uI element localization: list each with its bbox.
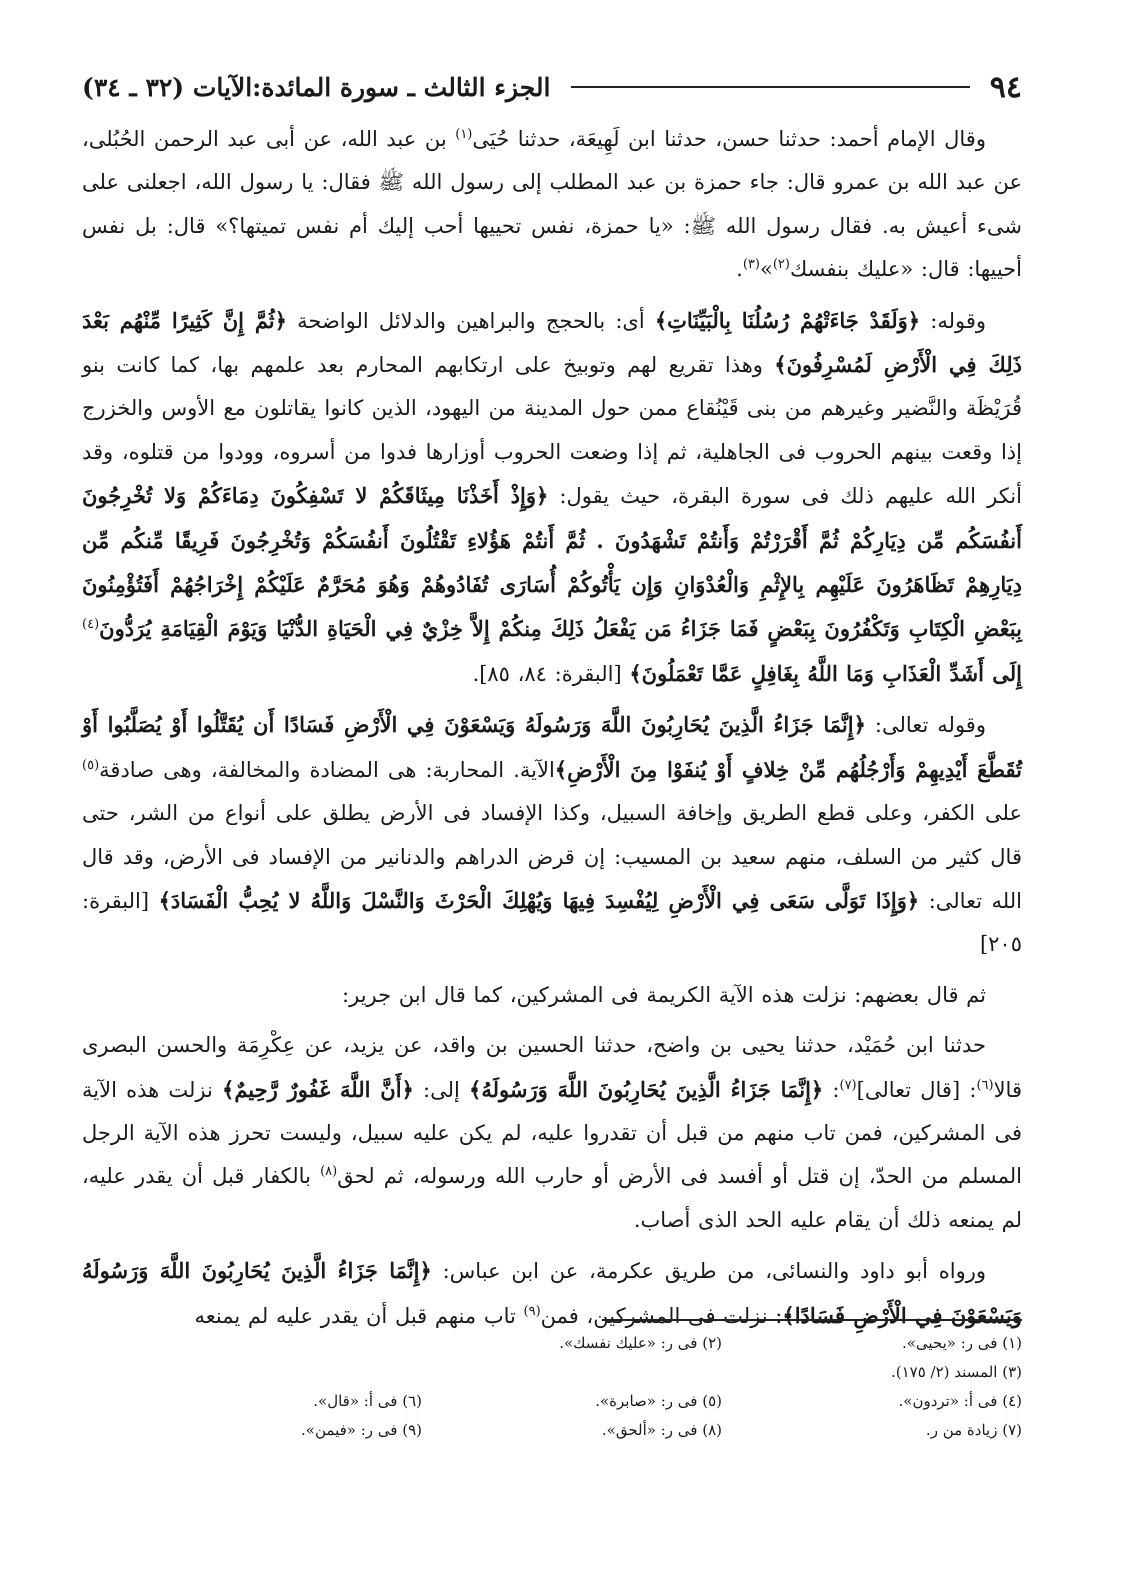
footnote-marker: (٦) [976, 1077, 994, 1093]
text-run: وقوله: [920, 308, 987, 333]
page-header [82, 66, 1022, 108]
quran-verse: ﴿إِنَّمَا جَزَاءُ الَّذِينَ يُحَارِبُونَ اللَّهَ وَرَسُولَهُ﴾ [469, 1076, 824, 1102]
footnote: (٤) فى أ: «تردون». [898, 1391, 1022, 1410]
footnote: (٦) فى أ: «قال». [313, 1391, 422, 1410]
main-text [82, 118, 1022, 1328]
footnote: (٩) فى ر: «فيمن». [301, 1420, 422, 1439]
running-title: الجزء الثالث ـ سورة المائدة:الآيات (٣٢ ـ ٣٤) [82, 72, 551, 102]
footnote-row [82, 1415, 1022, 1444]
footnote-row [82, 1357, 1022, 1386]
text-run: بن عبد الله، عن أبى عبد الرحمن الحُبُلى، عن عبد الله بن عمرو قال: جاء حمزة بن عبد المطلب إلى رسول الله ﷺ فقال: يا رسول الله، اجعلنى على شىء أعيش به. فقال رسول الله ﷺ: «يا حمزة، نفس تحييها أحب إليك أم نفس تميتها؟» قال: بل نفس أحييها: قال: «عليك بنفسك [82, 127, 1022, 282]
text-run: بالكفار قبل أن يقدر عليه، لم يمنعه ذلك أن يقام عليه الحد الذى أصاب. [82, 1164, 1022, 1232]
text-run: » [759, 257, 773, 282]
paragraph [82, 118, 1022, 292]
header-rule [571, 86, 970, 88]
text-run: : نزلت فى المشركين، فمن [540, 1303, 783, 1328]
text-run: وقال الإمام أحمد: حدثنا حسن، حدثنا ابن لَهِيعَة، حدثنا حُيَى [472, 127, 986, 151]
footnote: (٥) فى ر: «صابرة». [595, 1391, 722, 1410]
text-run: ثم قال بعضهم: نزلت هذه الآية الكريمة فى المشركين، كما قال ابن جرير: [342, 982, 986, 1007]
footnote: (٢) فى ر: «عليك نفسك». [559, 1333, 722, 1352]
footnotes [82, 1328, 1022, 1444]
footnote-marker: (١) [455, 127, 473, 142]
quran-verse: ﴿أَنَّ اللَّهَ غَفُورٌ رَّحِيمٌ﴾ [222, 1076, 414, 1102]
quran-verse: ﴿وَلَقَدْ جَاءَتْهُمْ رُسُلُنَا بِالْبَيِّنَاتِ﴾ [654, 307, 921, 333]
quran-verse: ﴿وَإِذْ أَخَذْنَا مِيثَاقَكُمْ لا تَسْفِكُونَ دِمَاءَكُمْ وَلا تُخْرِجُونَ أَنفُسَكُم مِّن دِيَارِكُمْ ثُمَّ أَقْرَرْتُمْ وَأَنتُمْ تَشْهَدُونَ . ثُمَّ أَنتُمْ هَؤُلاءِ تَقْتُلُونَ أَنفُسَكُمْ وَتُخْرِجُونَ فَرِيقًا مِّنكُم مِّن دِيَارِهِمْ تَظَاهَرُونَ عَلَيْهِم بِالإِثْمِ وَالْعُدْوَانِ وَإِن يَأْتُوكُمْ أُسَارَى تُفَادُوهُمْ وَهُوَ مُحَرَّمٌ عَلَيْكُمْ إِخْرَاجُهُمْ أَفَتُؤْمِنُونَ بِبَعْضِ الْكِتَابِ وَتَكْفُرُونَ بِبَعْضٍ فَمَا جَزَاءُ مَن يَفْعَلُ ذَلِكَ مِنكُمْ إِلاَّ خِزْيٌ فِي الْحَيَاةِ الدُّنْيَا وَيَوْمَ الْقِيَامَةِ يُرَدُّونَ [82, 483, 1022, 642]
footnote-marker: (٩) [523, 1303, 541, 1319]
quran-verse: ﴿وَإِذَا تَوَلَّى سَعَى فِي الْأَرْضِ لِيُفْسِدَ فِيهَا وَيُهْلِكَ الْحَرْثَ وَالنَّسْلَ وَاللَّهُ لا يُحِبُّ الْفَسَادَ﴾ [158, 887, 920, 913]
paragraph [82, 299, 1022, 697]
paragraph [82, 974, 1022, 1017]
footnote: (٣) المسند (٢/ ١٧٥). [890, 1362, 1022, 1381]
text-run: على الكفر، وعلى قطع الطريق وإخافة السبيل، وكذا الإفساد فى الأرض يطلق على أنواع من الشر، حتى قال كثير من السلف، منهم سعيد بن المسيب: إن قرض الدراهم والدنانير من الإفساد فى الأرض، وقد قال الله تعالى: [82, 801, 1022, 913]
footnote-marker: (٣) [742, 257, 760, 273]
text-run: وهذا تقريع لهم وتوبيخ على ارتكابهم المحارم بعد علمهم بها، كما كانت بنو قُرَيْظَة والنَّضير وغيرهم من بنى قَيْنُقاع ممن حول المدينة من اليهود، الذين كانوا يقاتلون مع الأوس والخزرج إذا وقعت بينهم الحروب فى الجاهلية، ثم إذا وضعت الحروب أوزارها فدوا من أسروه، وودوا من قتلوه، وقد أنكر الله عليهم ذلك فى سورة البقرة، حيث يقول: [82, 353, 1022, 509]
text-run: تاب منهم قبل أن يقدر عليه لم يمنعه [194, 1303, 524, 1328]
quran-verse: ﴿إِنَّمَا جَزَاءُ الَّذِينَ يُحَارِبُونَ اللَّهَ وَرَسُولَهُ وَيَسْعَوْنَ فِي الْأَرْضِ فَسَادًا أَن يُقَتَّلُوا أَوْ يُصَلَّبُوا أَوْ تُقَطَّعَ أَيْدِيهِمْ وَأَرْجُلُهُم مِّنْ خِلافٍ أَوْ يُنفَوْا مِنَ الْأَرْضِ﴾ [82, 712, 1022, 782]
text-run: . [736, 257, 743, 282]
text-run: وقوله تعالى: [865, 713, 986, 738]
text-run: حدثنا ابن حُمَيْد، حدثنا يحيى بن واضح، حدثنا الحسين بن واقد، عن يزيد، عن عِكْرِمَة والحسن البصرى قالا [82, 1033, 1022, 1102]
text-run: : [قال تعالى] [856, 1077, 977, 1102]
text-run: [البقرة: ٨٤، ٨٥]. [472, 661, 630, 686]
footnote-row [82, 1386, 1022, 1415]
footnote-marker: (٧) [839, 1077, 857, 1093]
quran-verse: ﴿إِنَّمَا جَزَاءُ الَّذِينَ يُحَارِبُونَ اللَّهَ وَرَسُولَهُ وَيَسْعَوْنَ فِي الْأَرْضِ فَسَادًا﴾ [82, 1258, 1022, 1328]
footnote: (١) فى ر: «يحيى». [901, 1333, 1022, 1352]
paragraph [82, 703, 1022, 966]
text-run: أى: بالحجج والبراهين والدلائل الواضحة [286, 308, 655, 333]
quran-verse: ﴿ثُمَّ إِنَّ كَثِيرًا مِّنْهُم بَعْدَ ذَلِكَ فِي الْأَرْضِ لَمُسْرِفُونَ﴾ [82, 307, 1022, 378]
text-run: الآية. المحاربة: هى المضادة والمخالفة، وهى صادقة [99, 757, 555, 782]
footnote-marker: (٤) [82, 617, 100, 633]
text-run: [البقرة: ٢٠٥] [82, 888, 1022, 957]
footnote: (٨) فى ر: «ألحق». [601, 1420, 722, 1439]
text-run: ورواه أبو داود والنسائى، من طريق عكرمة، عن ابن عباس: [431, 1259, 986, 1284]
footnote-rule [602, 1319, 1022, 1321]
text-run: : [823, 1077, 840, 1102]
paragraph [82, 1249, 1022, 1338]
paragraph [82, 1024, 1022, 1242]
quran-verse: إِلَى أَشَدِّ الْعَذَابِ وَمَا اللَّهُ بِغَافِلٍ عَمَّا تَعْمَلُونَ﴾ [629, 660, 1022, 686]
footnote-marker: (٨) [320, 1164, 338, 1180]
text-run: نزلت هذه الآية فى المشركين، فمن تاب منهم من قبل أن تقدروا عليه، لم يكن عليه سبيل، وليست تحرز هذه الآية الرجل المسلم من الحدّ، إن قتل أو أفسد فى الأرض أو حارب الله ورسوله، ثم لحق [82, 1077, 1022, 1189]
footnote: (٧) زيادة من ر. [925, 1420, 1022, 1439]
footnote-marker: (٢) [772, 257, 790, 273]
page-number: ٩٤ [989, 69, 1022, 105]
footnote-marker: (٥) [82, 757, 100, 773]
text-run: إلى: [413, 1077, 470, 1102]
footnote-row [82, 1328, 1022, 1357]
